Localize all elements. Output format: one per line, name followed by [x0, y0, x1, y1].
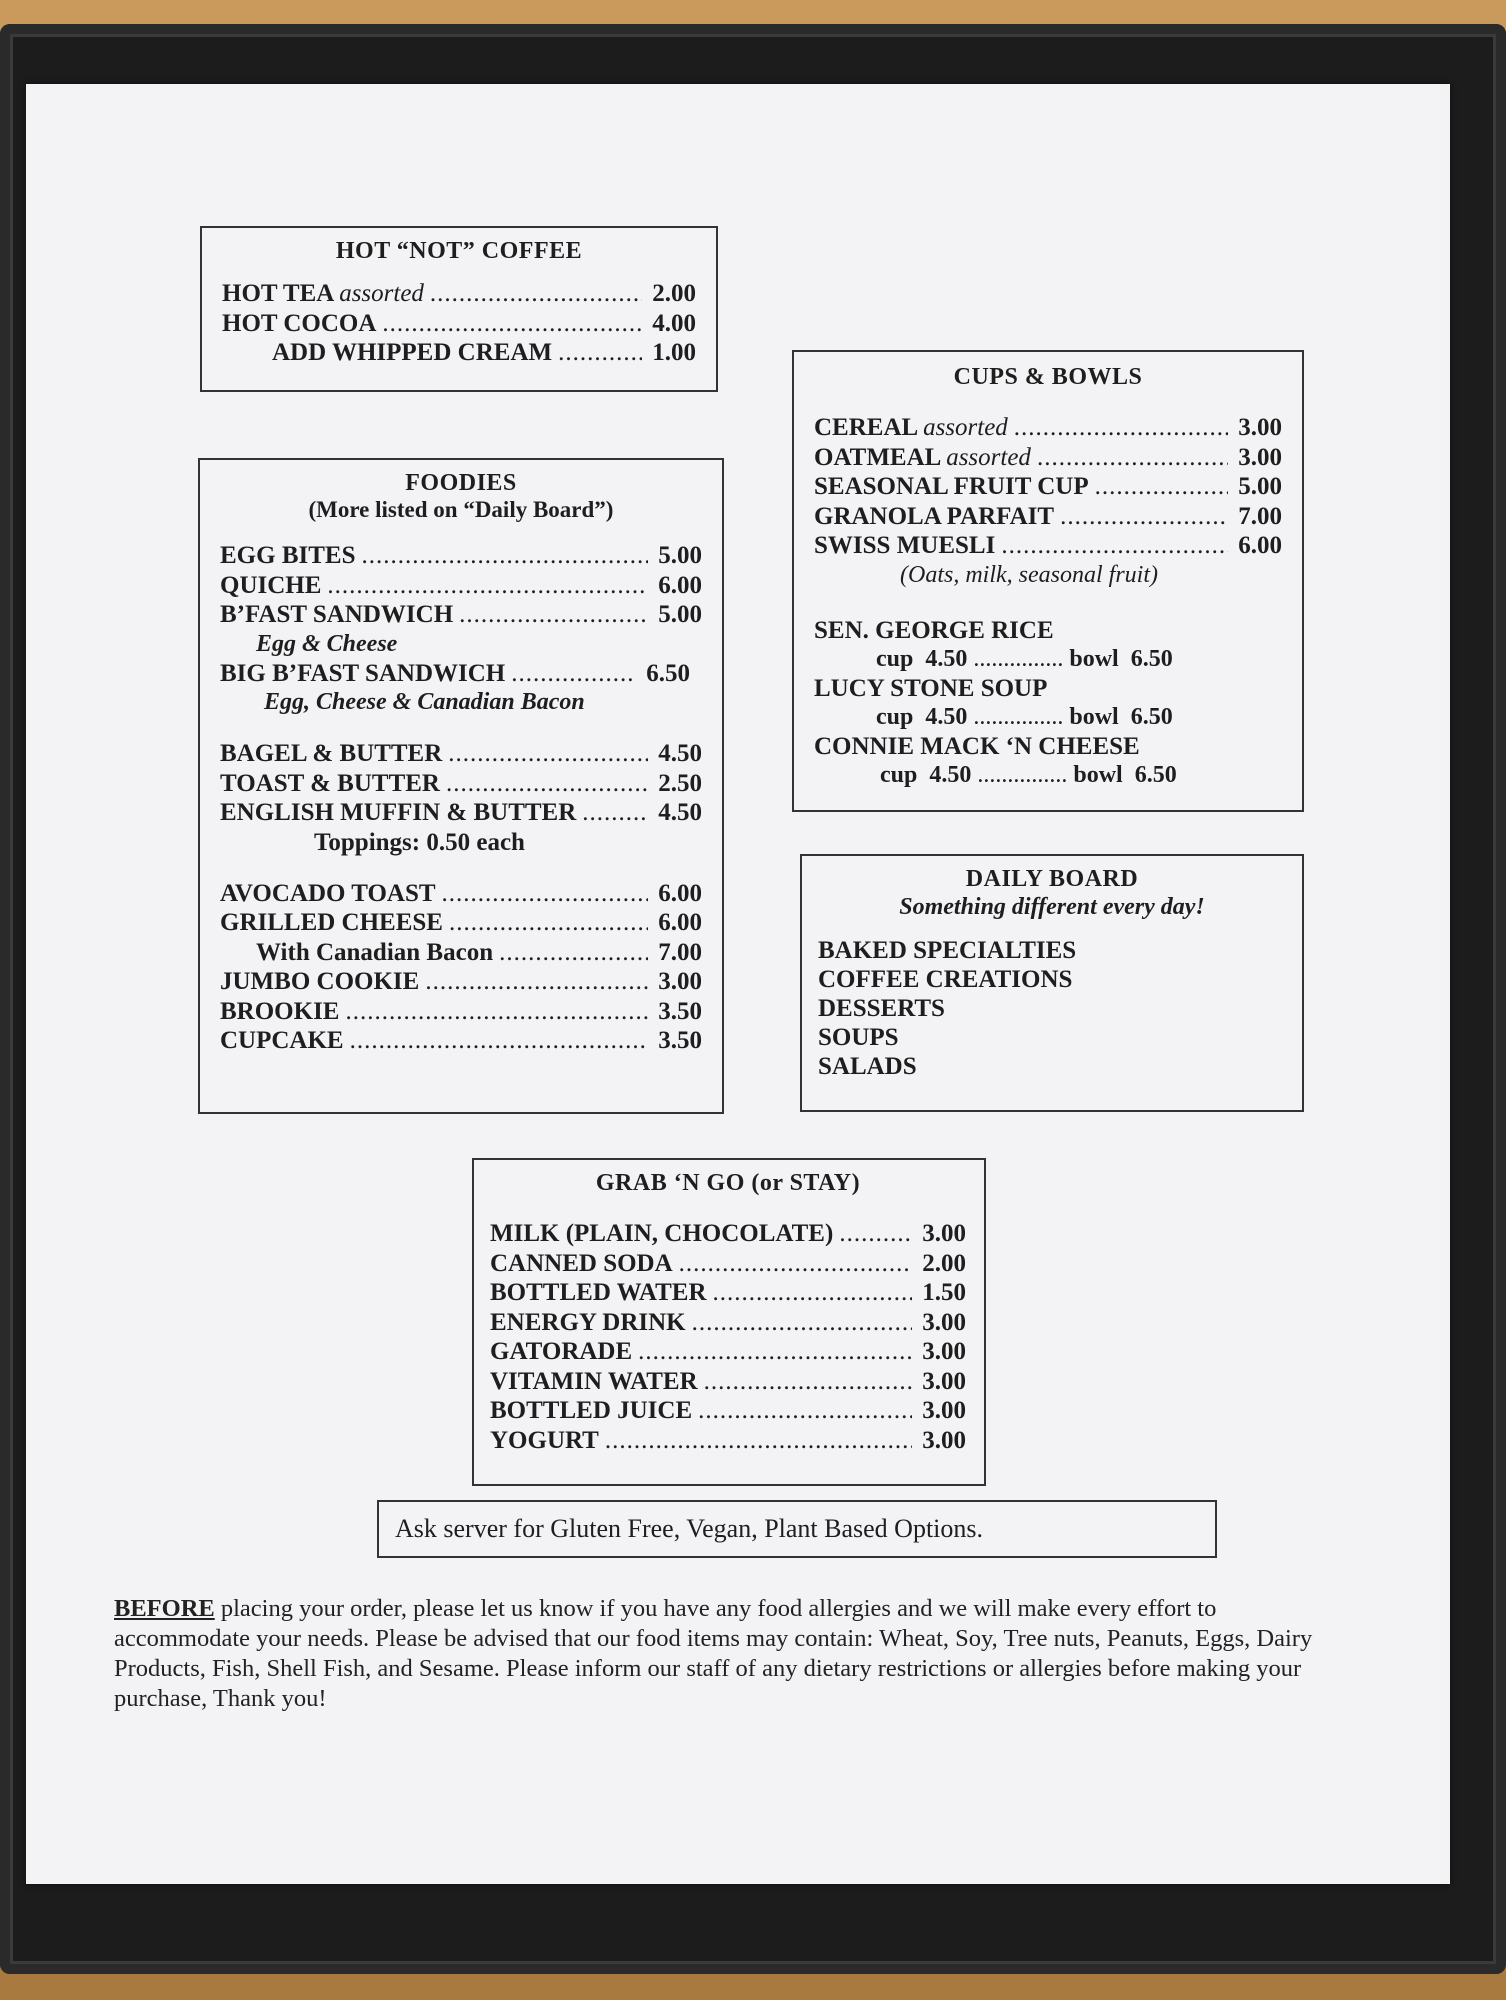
section-title: GRAB ‘N GO (or STAY): [595, 1170, 861, 1196]
section-title: FOODIES: [405, 470, 517, 496]
section-title: CUPS & BOWLS: [953, 364, 1143, 390]
soup-name: SEN. GEORGE RICE: [814, 616, 1054, 644]
soup-name: CONNIE MACK ‘N CHEESE: [814, 732, 1140, 760]
menu-item: BROOKIE ..... 3.50: [220, 997, 702, 1027]
menu-item: CEREAL assorted ..... 3.00: [814, 413, 1282, 443]
soup-prices: cup 4.50 ..... bowl 6.50: [814, 703, 1282, 732]
notice-text: Ask server for Gluten Free, Vegan, Plant Based Options.: [395, 1514, 984, 1543]
menu-item: GATORADE ..... 3.00: [490, 1337, 966, 1367]
dietary-options-notice: [377, 1500, 1217, 1558]
cups-bowls-section: [792, 350, 1304, 812]
menu-item: YOGURT ..... 3.00: [490, 1426, 966, 1456]
menu-item: QUICHE ..... 6.00: [220, 571, 702, 601]
menu-item: ENGLISH MUFFIN & BUTTER ..... 4.50: [220, 798, 702, 828]
grab-n-go-section: [472, 1158, 986, 1486]
menu-item: HOT TEA assorted ..... 2.00: [222, 279, 696, 309]
menu-item: GRILLED CHEESE ..... 6.00: [220, 908, 702, 938]
list-item: COFFEE CREATIONS: [818, 966, 1073, 993]
menu-item: CANNED SODA ..... 2.00: [490, 1249, 966, 1279]
section-title: DAILY BOARD: [965, 866, 1139, 892]
menu-item: BOTTLED WATER ..... 1.50: [490, 1278, 966, 1308]
item-note: Egg, Cheese & Canadian Bacon: [264, 689, 585, 715]
menu-item: ADD WHIPPED CREAM ..... 1.00: [222, 338, 696, 368]
section-title: HOT “NOT” COFFEE: [335, 238, 583, 264]
hot-not-coffee-section: [200, 226, 718, 392]
foodies-section: [198, 458, 724, 1114]
item-note: Egg & Cheese: [256, 630, 398, 657]
list-item: SOUPS: [818, 1024, 899, 1051]
menu-item: TOAST & BUTTER ..... 2.50: [220, 769, 702, 799]
menu-item: SWISS MUESLI ..... 6.00: [814, 531, 1282, 561]
soup-prices: cup 4.50 ..... bowl 6.50: [814, 761, 1282, 790]
soup-prices: cup 4.50 ..... bowl 6.50: [814, 645, 1282, 674]
disclaimer-text: placing your order, please let us know if you have any food allergies and we will make every effort to accommodate your needs. Please be advised that our food items may contain: Wheat, Soy, Tree nuts, Peanuts, Eggs, Dairy Products, Fish, Shell Fish, and Sesame. Please inform our staff of any dietary restrictions or allergies before making your purchase, Thank you!: [114, 1595, 1313, 1712]
menu-page: [26, 84, 1450, 1884]
list-item: BAKED SPECIALTIES: [818, 937, 1077, 964]
menu-item: BAGEL & BUTTER ..... 4.50: [220, 739, 702, 769]
menu-item: MILK (PLAIN, CHOCOLATE) ..... 3.00: [490, 1219, 966, 1249]
disclaimer-lead: BEFORE: [114, 1595, 215, 1622]
toppings-note: Toppings: 0.50 each: [314, 828, 525, 856]
menu-item: JUMBO COOKIE ..... 3.00: [220, 967, 702, 997]
menu-item: GRANOLA PARFAIT ..... 7.00: [814, 502, 1282, 532]
menu-item: SEASONAL FRUIT CUP ..... 5.00: [814, 472, 1282, 502]
list-item: DESSERTS: [818, 995, 945, 1022]
menu-item: AVOCADO TOAST ..... 6.00: [220, 879, 702, 909]
menu-item: With Canadian Bacon ..... 7.00: [220, 938, 702, 968]
menu-item: BIG B’FAST SANDWICH ..... 6.50: [220, 659, 702, 689]
menu-item: B’FAST SANDWICH ..... 5.00: [220, 600, 702, 630]
menu-item: BOTTLED JUICE ..... 3.00: [490, 1396, 966, 1426]
menu-item: ENERGY DRINK ..... 3.00: [490, 1308, 966, 1338]
menu-item: EGG BITES ..... 5.00: [220, 541, 702, 571]
daily-board-section: [800, 854, 1304, 1112]
menu-item: HOT COCOA ..... 4.00: [222, 309, 696, 339]
item-note: (Oats, milk, seasonal fruit): [900, 561, 1158, 588]
soup-name: LUCY STONE SOUP: [814, 674, 1048, 702]
section-subtitle: Something different every day!: [899, 894, 1205, 920]
menu-item: CUPCAKE ..... 3.50: [220, 1026, 702, 1056]
menu-item: VITAMIN WATER ..... 3.00: [490, 1367, 966, 1397]
section-subtitle: (More listed on “Daily Board”): [308, 497, 614, 522]
allergy-disclaimer: [114, 1594, 1344, 1714]
list-item: SALADS: [818, 1053, 917, 1080]
menu-item: OATMEAL assorted ..... 3.00: [814, 443, 1282, 473]
